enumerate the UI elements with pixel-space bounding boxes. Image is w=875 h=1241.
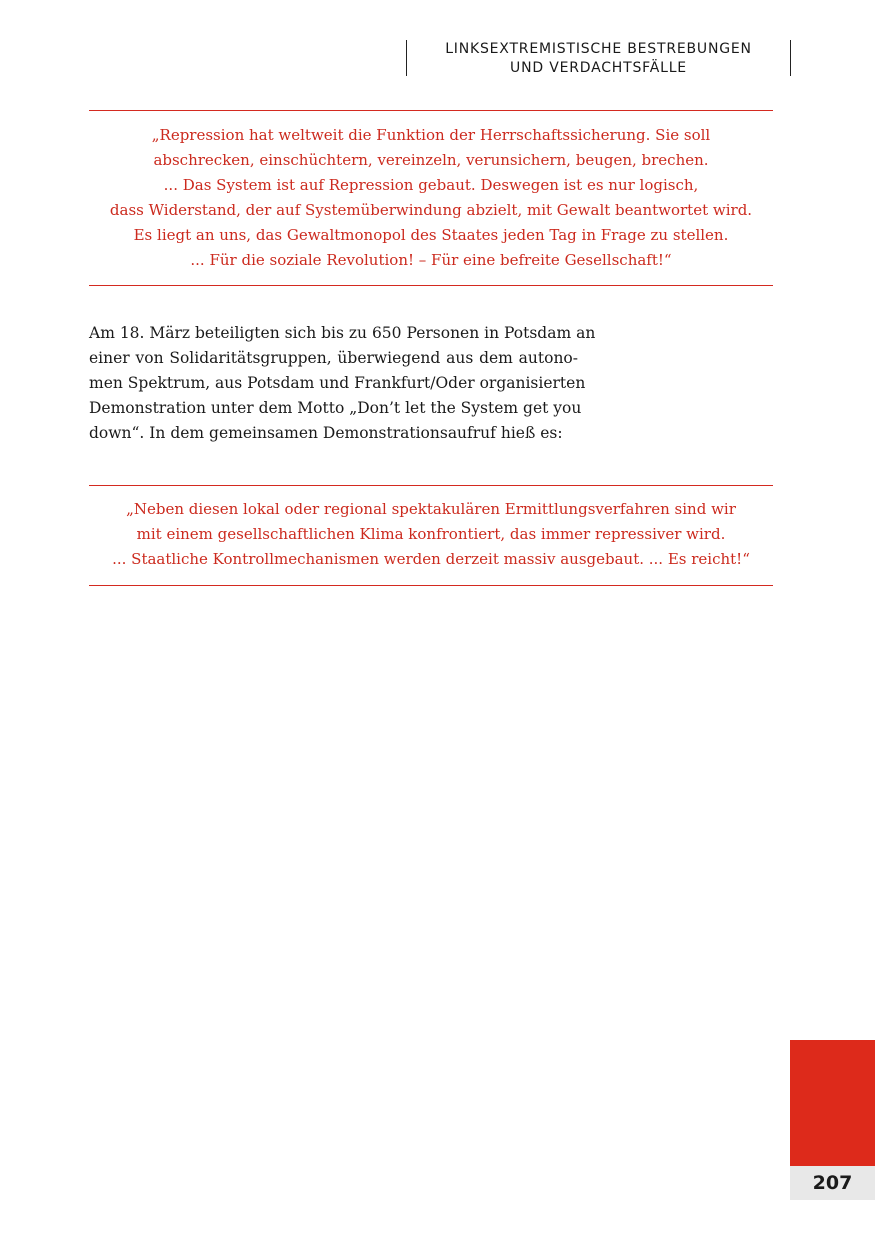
body-line: Demonstration unter dem Motto „Don’t let the System get you [89,399,582,417]
page-number: 207 [790,1166,875,1200]
quote-block-demonstration [89,485,773,586]
quote-line: mit einem gesellschaftlichen Klima konfrontiert, das immer repressiver wird. [136,525,726,543]
body-line: Am 18. März beteiligten sich bis zu 650 Personen in Potsdam an [89,324,596,342]
chapter-tab-marker [790,1040,875,1166]
body-line: einer von Solidaritätsgruppen, überwiegend aus dem autono- [89,349,578,367]
body-line: down“. In dem gemeinsamen Demonstrationsaufruf hieß es: [89,424,563,442]
header-line-2: UND VERDACHTSFÄLLE [510,60,687,76]
header-line-1: LINKSEXTREMISTISCHE BESTREBUNGEN [445,41,752,57]
quote-line: „Neben diesen lokal oder regional spektakulären Ermittlungsverfahren sind wir [126,500,736,518]
quote-line: dass Widerstand, der auf Systemüberwindung abzielt, mit Gewalt beantwortet wird. [109,201,753,219]
quote-line: „Repression hat weltweit die Funktion der Herrschaftssicherung. Sie soll [151,126,711,144]
body-paragraph [89,321,596,446]
body-line: men Spektrum, aus Potsdam und Frankfurt/Oder organisierten [89,374,586,392]
quote-line: abschrecken, einschüchtern, vereinzeln, verunsichern, beugen, brechen. [153,151,709,169]
quote-line: ... Staatliche Kontrollmechanismen werden derzeit massiv ausgebaut. ... Es reicht!“ [112,550,750,568]
quote-block-repression [89,110,773,286]
quote-line: Es liegt an uns, das Gewaltmonopol des Staates jeden Tag in Frage zu stellen. [133,226,729,244]
running-header [406,40,791,76]
quote-line: ... Für die soziale Revolution! – Für eine befreite Gesellschaft!“ [190,251,672,269]
quote-line: ... Das System ist auf Repression gebaut. Deswegen ist es nur logisch, [163,176,699,194]
